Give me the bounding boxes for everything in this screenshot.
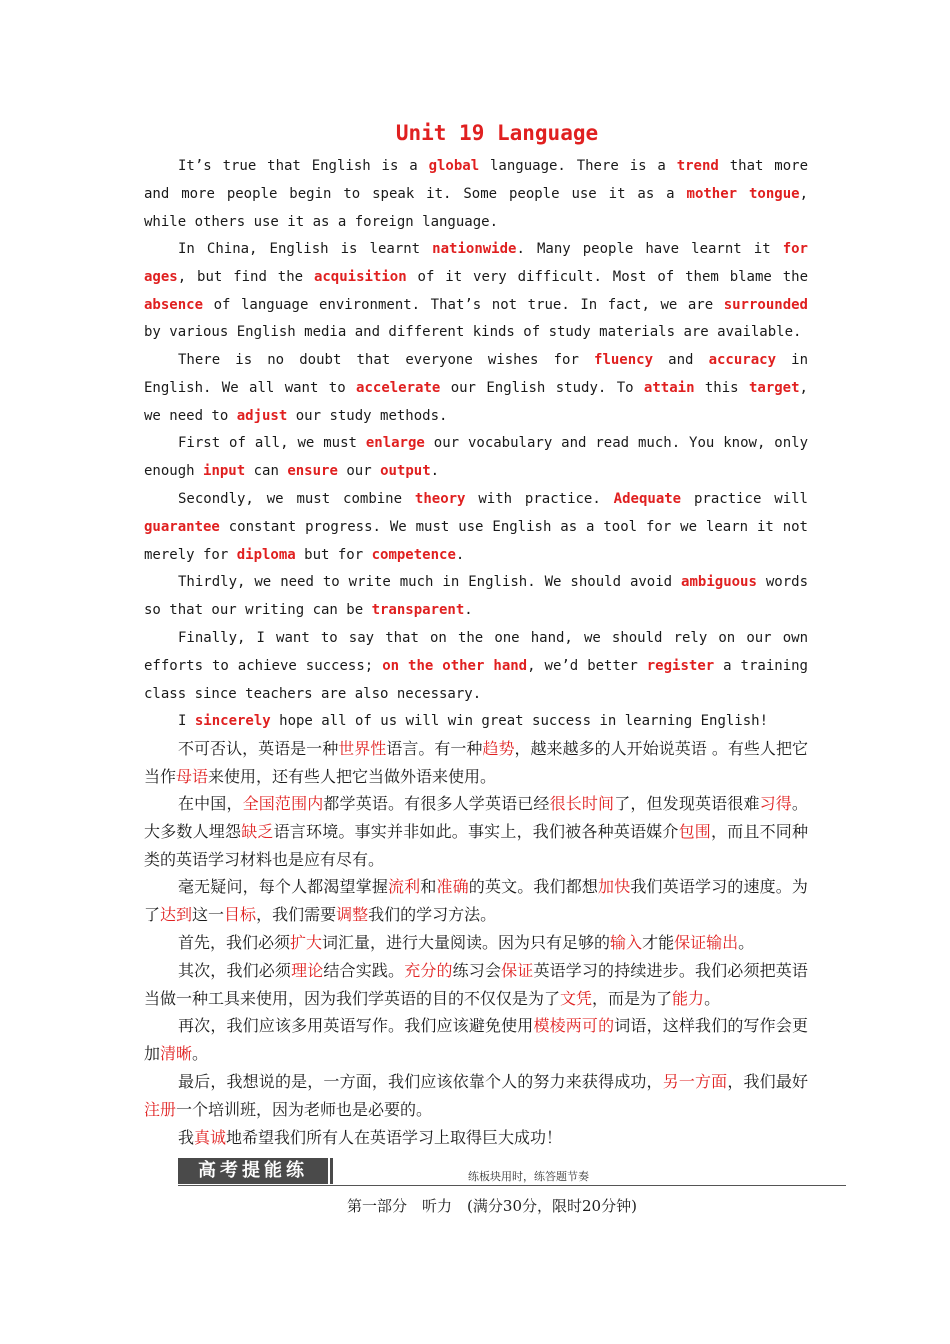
text-run: our study methods. [287,407,448,424]
highlighted-term: theory [414,491,466,507]
text-run: language. There is a [479,158,677,174]
chinese-paragraph-8 [144,1124,808,1152]
text-run: 了，但发现英语很难 [614,794,760,813]
highlighted-term: 加快 [598,877,631,896]
text-run: 这一 [192,904,225,924]
chinese-paragraph-6 [144,1012,808,1068]
text-run: 不可否认，英语是一种 [178,739,339,758]
highlighted-term: ambiguous [681,574,757,590]
text-run: a training class since teachers are also necessary. [144,657,808,702]
text-run: There is no doubt that everyone wishes for [178,352,595,368]
highlighted-term: fluency [594,352,654,368]
text-run: Thirdly, we need to write much in English. We should avoid [178,574,682,590]
highlighted-term: 模棱两可的 [533,1016,615,1035]
highlighted-term: transparent [371,601,465,618]
text-run: 来使用，还有些人把它当做外语来使用。 [208,766,497,786]
text-run: 都学英语。有很多人学英语已经 [323,794,550,813]
text-run: our vocabulary and read much. You know, only enough [144,435,808,479]
highlighted-term: 流利 [388,877,421,896]
highlighted-term: 保证 [674,933,707,952]
text-run: this [694,379,749,396]
text-run: 再次，我们应该多用英语写作。我们应该避免使用 [178,1016,534,1035]
highlighted-term: acquisition [313,268,407,285]
text-run: 一个培训班，因为老师也是必要的。 [176,1099,433,1119]
english-paragraph-4 [144,430,808,486]
text-run: I [178,713,195,729]
text-run: 我们的学习方法。 [368,904,497,924]
text-run: 其次，我们必须 [178,961,292,980]
english-paragraph-8 [144,708,808,736]
text-run: 和 [420,877,437,896]
practice-banner [178,1158,846,1188]
english-paragraph-3 [144,347,808,430]
highlighted-term: accuracy [708,352,777,368]
text-run: ，我们需要 [256,904,337,924]
text-run: 地希望我们所有人在英语学习上取得巨大成功！ [226,1128,563,1147]
unit-title: Unit 19 Language [395,121,599,145]
highlighted-term: guarantee [144,518,220,535]
highlighted-term: 清晰 [160,1043,193,1063]
text-run: 练习会 [452,961,502,980]
highlighted-term: 很长时间 [549,794,615,813]
chinese-paragraph-4 [144,929,808,957]
banner-underline [178,1185,846,1186]
text-run: , we need to [144,379,808,424]
text-run: 英语学习的持续进步。我们必须把英语当做一种工具来使用，因为我们学英语的目的不仅仅是为了 [144,961,808,1008]
english-paragraph-6 [144,569,808,625]
banner-tag: 高考提能练 [178,1158,328,1184]
text-run: 语言。有一种 [386,739,483,758]
highlighted-term: 真诚 [194,1128,227,1147]
text-run: 首先，我们必须 [178,933,291,952]
highlighted-term: input [203,462,246,479]
highlighted-term: 达到 [160,904,193,924]
highlighted-term: 母语 [176,766,209,786]
highlighted-term: nationwide [432,241,517,257]
text-run: 才能 [642,933,675,952]
text-run: 在中国， [178,794,243,813]
highlighted-term: Adequate [613,491,682,507]
text-run: . Many people have learnt it [516,241,783,257]
text-run: 我们英语学习的速度。为了 [144,877,808,924]
text-run: our [337,462,381,479]
english-paragraph-7 [144,625,808,708]
text-run: 。 [704,988,721,1008]
highlighted-term: register [646,657,715,674]
text-run: First of all, we must [178,435,366,451]
text-run: Secondly, we must combine [178,491,415,507]
highlighted-term: surrounded [723,296,808,313]
chinese-paragraph-3 [144,873,808,929]
highlighted-term: competence [371,546,456,563]
highlighted-term: 保证 [501,961,534,980]
text-run: 词语，这样我们的写作会更加 [144,1016,808,1063]
text-run: 最后，我想说的是，一方面，我们应该依靠个人的努力来获得成功， [178,1072,663,1091]
text-run: of language environment. That’s not true. In fact, we are [203,296,724,313]
text-run: constant progress. We must use English as a tool for we learn it not merely for [144,518,808,563]
text-run: 的英文。我们都想 [468,877,599,896]
highlighted-term: 准确 [436,877,469,896]
text-run: 。 [738,933,755,952]
text-run: ，而是为了 [592,988,673,1008]
section-heading: 第一部分 听力 (满分30分，限时20分钟) [347,1197,637,1215]
english-paragraph-2 [144,236,808,347]
highlighted-term: attain [643,379,695,396]
highlighted-term: 扩大 [290,933,323,952]
highlighted-term: accelerate [356,379,441,396]
highlighted-term: 能力 [672,988,705,1008]
highlighted-term: on the other hand [382,657,528,674]
highlighted-term: 充分的 [404,961,453,980]
text-run: and [653,352,709,368]
text-run: our English study. To [440,379,644,396]
highlighted-term: mother tongue [686,185,800,202]
text-run: Finally, I want to say that on the one hand, we should rely on our own efforts to achieve success; [144,630,808,674]
text-run: , we’d better [527,657,647,674]
highlighted-term: 注册 [144,1099,177,1119]
text-run: practice will [681,491,808,507]
text-run: but for [295,546,372,563]
text-run: In China, English is learnt [178,241,433,257]
text-run: 词汇量，进行大量阅读。因为只有足够的 [322,933,611,952]
text-run: , while others use it as a foreign language. [144,185,809,230]
highlighted-term: absence [144,296,204,313]
highlighted-term: for ages [144,241,808,285]
text-run: , but find the [177,268,314,285]
highlighted-term: 缺乏 [241,821,274,841]
text-run: words so that our writing can be [144,574,809,618]
text-run: . [464,601,473,618]
highlighted-term: adjust [236,407,288,424]
highlighted-term: target [748,379,800,396]
highlighted-term: 理论 [291,961,324,980]
text-run: 我 [178,1128,195,1147]
highlighted-term: sincerely [194,713,271,729]
text-run: . [455,546,465,563]
text-run: can [245,462,288,479]
text-run: ，越来越多的人开始说英语 。有些人把它当作 [144,739,808,786]
text-run: with practice. [465,491,614,507]
highlighted-term: output [380,462,431,479]
text-run: 结合实践。 [323,961,405,980]
english-paragraph-1 [144,153,808,236]
chinese-paragraph-1 [144,735,808,791]
text-run: hope all of us will win great success in learning English! [270,713,769,729]
chinese-paragraph-2 [144,790,808,873]
highlighted-term: 另一方面 [662,1072,728,1091]
text-run: 。 [192,1043,209,1063]
banner-motto: 练板块用时，练答题节奏 [468,1170,589,1183]
highlighted-term: 输入 [610,933,643,952]
highlighted-term: ensure [287,462,338,479]
text-run: . [430,462,440,479]
text-run: by various English media and different kinds of study materials are available. [144,324,802,341]
chinese-paragraph-5 [144,957,808,1013]
english-paragraph-5 [144,486,808,569]
highlighted-term: 趋势 [482,739,515,758]
text-run: in English. We all want to [144,352,808,396]
banner-divider [330,1158,333,1184]
text-run: ，我们最好 [727,1072,808,1091]
highlighted-term: 包围 [678,821,711,841]
highlighted-term: 习得 [759,794,792,813]
text-run: 。大多数人埋怨 [144,794,808,841]
highlighted-term: global [428,158,480,174]
highlighted-term: diploma [236,546,296,563]
highlighted-term: 文凭 [560,988,593,1008]
highlighted-term: 世界性 [338,739,387,758]
highlighted-term: 目标 [224,904,257,924]
text-run: ，而且不同种类的英语学习材料也是应有尽有。 [144,821,808,869]
text-run: of it very difficult. Most of them blame the [406,268,808,285]
highlighted-term: trend [676,158,719,174]
text-run: that more and more people begin to speak it. Some people use it as a [144,158,808,202]
chinese-paragraph-7 [144,1068,808,1124]
highlighted-term: 调整 [336,904,369,924]
highlighted-term: enlarge [365,435,425,451]
highlighted-term: 输出 [706,933,739,952]
highlighted-term: 全国范围内 [242,794,324,813]
text-run: 语言环境。事实并非如此。事实上，我们被各种英语媒介 [273,821,679,841]
text-run: It’s true that English is a [178,158,429,174]
text-run: 毫无疑问，每个人都渴望掌握 [178,877,389,896]
